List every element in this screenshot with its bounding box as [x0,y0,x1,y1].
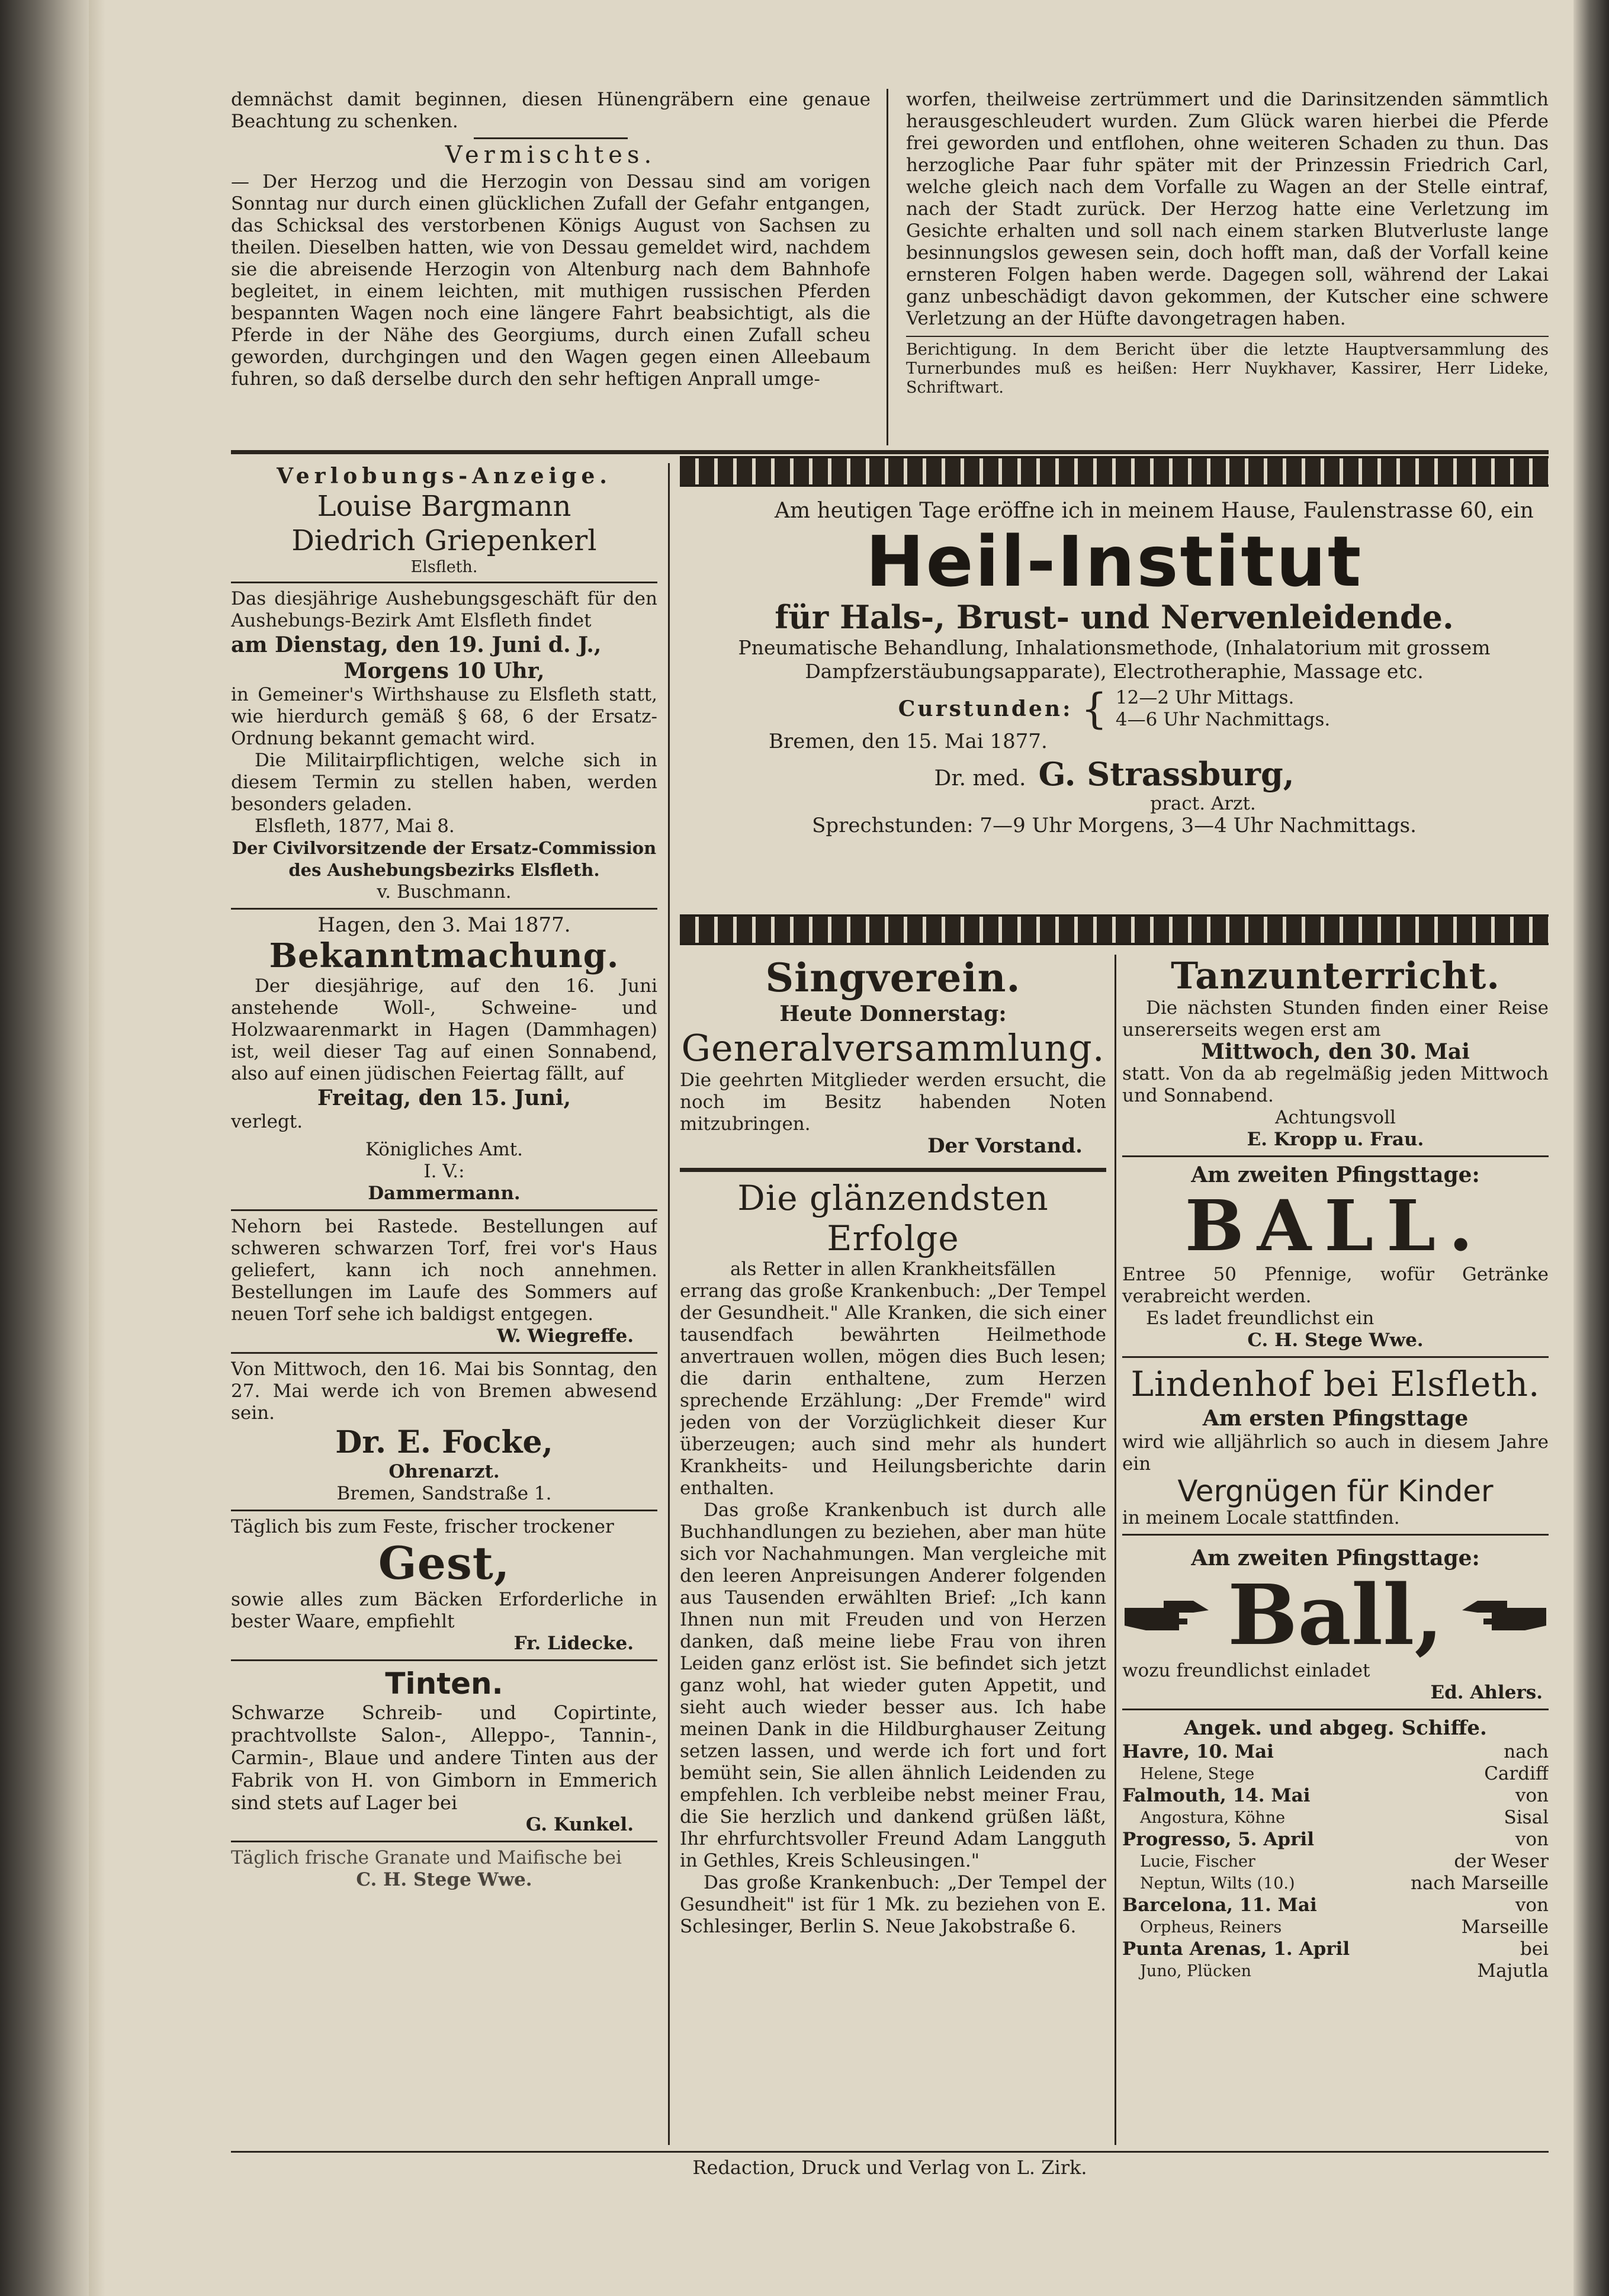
decorative-band-top [680,456,1549,487]
dance-text-2: statt. Von da ab regelmäßig jeden Mittwoch und Sonnabend. [1122,1063,1549,1106]
decorative-band-middle [680,914,1549,945]
heil-cur-1: 12—2 Uhr Mittags. [1115,687,1295,708]
dance-text-1: Die nächsten Stunden finden einer Reise unsererseits wegen erst am [1122,997,1549,1041]
lindenhof-day: Am ersten Pfingsttage [1202,1406,1469,1431]
ship-row [1122,1938,1549,1982]
hagen-market-ad [231,914,657,1205]
erfolge-paragraph-3: Das große Krankenbuch: „Der Tempel der Gesundheit" ist für 1 Mk. zu beziehen von E. Schlesinger, Berlin S. Neue Jakobstraße 6. [680,1872,1106,1937]
heil-subtitle: für Hals-, Brust- und Nervenleidende. [775,598,1454,636]
left-column-divider [668,463,670,2145]
heil-institut-ad [680,456,1549,918]
ship-name: Neptun, Wilts (10.) [1140,1874,1295,1893]
erfolge-ad [680,1178,1106,1938]
hagen-signature: Dammermann. [368,1183,521,1204]
yeast-text-1: Täglich bis zum Feste, frischer trockener [231,1516,614,1537]
recruit-signature-2: des Aushebungsbezirks Elsfleth. [288,860,600,880]
top-section-rule [231,450,1549,454]
ink-signature: G. Kunkel. [525,1814,634,1835]
ship-direction: von [1515,1894,1549,1916]
ship-port: Punta Arenas, 1. April [1122,1938,1350,1960]
ball-ad-2 [1122,1545,1549,1704]
yeast-title: Gest, [378,1537,510,1589]
engagement-ad [231,463,657,577]
ship-name: Juno, Plücken [1140,1962,1252,1980]
ball2-invite: wozu freundlichst einladet [1122,1660,1370,1681]
heil-doctor: G. Strassburg, [1038,755,1295,793]
recruit-date: am Dienstag, den 19. Juni d. J., [231,632,602,657]
right-ads-column [1122,955,1549,2145]
erfolge-paragraph-1: errang das große Krankenbuch: „Der Tempel der Gesundheit." Alle Kranken, die sich einer tausendfach bewährten Heilmethode anvertrauen wollen, mögen dies Buch lesen; die darin enthaltene, zum Herzen sprechende Erzählung: „Der Fremde" wird jeden von der Vorzüglichkeit dieser Kur überzeugen; auch sind mehr als hundert Krankheits- und Heilungsberichte darin enthalten. [680,1280,1106,1499]
hagen-iv: I. V.: [423,1161,465,1182]
heil-cur-label: Curstunden: [898,696,1073,721]
footer [231,2157,1549,2186]
engagement-title: Verlobungs-Anzeige. [277,464,612,489]
top-left-column [231,89,871,438]
ship-destination: Marseille [1461,1916,1549,1938]
recruit-signature-1: Der Civilvorsitzende der Ersatz-Commission [232,838,657,858]
heil-dateline: Bremen, den 15. Mai 1877. [769,730,1048,753]
ship-name: Orpheus, Reiners [1140,1918,1282,1937]
ship-direction: von [1515,1785,1549,1806]
hagen-verlegt: verlegt. [231,1111,303,1132]
ship-direction: nach [1504,1741,1549,1762]
engagement-name-1: Louise Bargmann [317,490,571,523]
granate-ad [231,1847,657,1891]
lindenhof-event: Vergnügen für Kinder [1177,1474,1494,1508]
hagen-text: Der diesjährige, auf den 16. Juni anstehende Woll-, Schweine- und Holzwaarenmarkt in Hagen (Dammhagen) ist, weil dieser Tag auf einen Sonnabend, also auf einen jüdischen Feiertag fällt, auf [231,975,657,1084]
pointing-hand-right-icon [1122,1595,1211,1636]
pointing-hand-left-icon [1460,1595,1549,1636]
ship-name: Angostura, Köhne [1140,1809,1286,1827]
heil-doctor-title: pract. Arzt. [1150,793,1256,814]
recruit-dateline: Elsfleth, 1877, Mai 8. [255,815,455,837]
ship-row [1122,1873,1549,1894]
footer-rule [231,2151,1549,2153]
heil-intro: Am heutigen Tage eröffne ich in meinem Hause, Faulenstrasse 60, ein [775,499,1534,523]
lindenhof-ad [1122,1363,1549,1529]
granate-text: Täglich frische Granate und Maifische bei [231,1847,622,1868]
ball2-title: Ball, [1227,1567,1444,1664]
dance-ad [1122,955,1549,1151]
ship-destination: der Weser [1454,1851,1549,1872]
yeast-signature: Fr. Lidecke. [513,1633,634,1654]
heil-text: Pneumatische Behandlung, Inhalationsmethode, (Inhalatorium mit grossem Dampfzerstäubungsapparate), Electrotheraphie, Massage etc. [738,636,1491,683]
focke-name: Dr. E. Focke, [335,1424,553,1460]
ship-name: Helene, Stege [1140,1765,1255,1783]
yeast-text-2: sowie alles zum Bäcken Erforderliche in bester Waare, empfiehlt [231,1589,657,1632]
lindenhof-text-1: wird wie alljährlich so auch in diesem Jahre ein [1122,1431,1549,1475]
ship-row [1122,1785,1549,1829]
lindenhof-title: Lindenhof bei Elsfleth. [1131,1364,1540,1404]
hagen-amt: Königliches Amt. [365,1139,524,1160]
peat-signature: W. Wiegreffe. [496,1325,634,1347]
footer-imprint: Redaction, Druck und Verlag von L. Zirk. [692,2157,1087,2179]
article-text-right: worfen, theilweise zertrümmert und die Darinsitzenden sämmtlich herausgeschleudert wurden. Zum Glück waren hierbei die Pferde frei geworden und entflohen, ohne weiteren Schaden zu thun. Das herzogliche Paar fuhr später mit der Prinzessin Friedrich Carl, welche gleich nach dem Vorfalle zu Wagen an der Stelle eintraf, nach der Stadt zurück. Der Herzog hatte eine Verletzung im Gesichte erhalten und soll nach einem starken Blutverluste lange besinnungslos gewesen sein, doch hofft man, daß der Vorfall keine ernsteren Folgen haben werde. Dagegen soll, während der Lakai ganz unbeschädigt davon gekommen, der Kutscher eine schwere Verletzung an der Hüfte davongetragen haben. [906,89,1549,329]
section-title: Vermischtes. [445,142,657,169]
ball1-title: BALL. [1184,1184,1486,1267]
focke-ad [231,1359,657,1505]
singverein-text: Die geehrten Mitglieder werden ersucht, die noch im Besitz habenden Noten mitzubringen. [680,1070,1106,1135]
ship-port: Progresso, 5. April [1122,1829,1314,1850]
ball1-day: Am zweiten Pfingsttage: [1191,1163,1480,1187]
ships-list [1122,1715,1549,1982]
ship-direction: von [1515,1829,1549,1850]
heil-title: Heil-Institut [865,521,1363,602]
recruit-text-1: Das diesjährige Aushebungsgeschäft für den Aushebungs-Bezirk Amt Elsfleth findet [231,588,657,631]
ball2-day: Am zweiten Pfingsttage: [1191,1546,1480,1571]
dance-greeting: Achtungsvoll [1275,1107,1396,1128]
erfolge-title: Die glänzendsten Erfolge [737,1178,1049,1258]
heil-cur-2: 4—6 Uhr Nachmittags. [1115,709,1331,730]
ship-port: Falmouth, 14. Mai [1122,1785,1311,1806]
ship-port: Barcelona, 11. Mai [1122,1894,1317,1916]
scan-background-right [1573,0,1609,2296]
hagen-title: Bekanntmachung. [269,936,619,975]
recruit-time: Morgens 10 Uhr, [343,659,545,683]
hagen-dateline: Hagen, den 3. Mai 1877. [317,913,571,937]
recruit-signature-3: v. Buschmann. [377,881,512,903]
singverein-event: Generalversammlung. [681,1026,1105,1070]
article-text-left: — Der Herzog und die Herzogin von Dessau sind am vorigen Sonntag nur durch einen glücklichen Zufall der Gefahr entgangen, das Schicksal des verstorbenen Königs August von Sachsen zu theilen. Dieselben hatten, wie von Dessau gemeldet wird, nachdem sie die abreisende Herzogin von Altenburg nach dem Bahnhofe begleitet, in einem leichten, mit muthigen russischen Pferden bespannten Wagen noch eine längere Fahrt beabsichtigt, als die Pferde in der Nähe des Georgiums, durch einen Zufall scheu geworden, durchgingen und den Wagen gegen einen Alleebaum fuhren, so daß derselbe durch den sehr heftigen Anprall umge- [231,171,871,390]
dance-title: Tanzunterricht. [1171,955,1500,997]
singverein-signature: Der Vorstand. [927,1134,1083,1158]
engagement-name-2: Diedrich Griepenkerl [291,524,597,557]
recruit-text-2: in Gemeiner's Wirthshause zu Elsfleth statt, wie hierdurch gemäß § 68, 6 der Ersatz-Ordnung bekannt gemacht wird. [231,684,657,749]
right-column-divider [1115,955,1116,2145]
singverein-title: Singverein. [765,955,1021,1001]
ship-row [1122,1741,1549,1785]
heil-doctor-prefix: Dr. med. [934,766,1026,791]
page-edge-shadow [89,0,105,2296]
top-column-divider [887,89,888,445]
dance-signature: E. Kropp u. Frau. [1247,1129,1424,1150]
erfolge-paragraph-2: Das große Krankenbuch ist durch alle Buchhandlungen zu beziehen, aber man hüte sich vor Nachahmungen. Man vergleiche mit den leeren Anpreisungen Anderer folgenden aus Tausenden erwählten Brief: „Ich kann Ihnen nun mit Freuden und von Herzen danken, daß meine liebe Frau von ihren Leiden ganz erlöst ist. Sie befindet sich jetzt ganz wohl, hat wieder guten Appetit, und sieht auch wieder besser aus. Ich habe meinen Dank in die Hildburghauser Zeitung setzen lassen, und werde ich fort und fort bemüht sein, Sie allen ähnlich Leidenden zu empfehlen. Ich verbleibe nebst meiner Frau, die Sie herzlich und dankend grüßen läßt, Ihr ehrfurchtsvoller Freund Adam Langguth in Gethles, Kreis Schleusingen." [680,1499,1106,1871]
yeast-ad [231,1516,657,1655]
ball2-signature: Ed. Ahlers. [1430,1682,1543,1703]
ink-text: Schwarze Schreib- und Copirtinte, prachtvollste Salon-, Alleppo-, Tannin-, Carmin-, Blaue und andere Tinten aus der Fabrik von H. von Gimborn in Emmerich sind stets auf Lager bei [231,1701,657,1814]
singverein-day: Heute Donnerstag: [779,1001,1007,1026]
ink-ad [231,1666,657,1836]
ships-title: Angek. und abgeg. Schiffe. [1184,1716,1487,1740]
ship-name: Lucie, Fischer [1140,1852,1255,1871]
hagen-date: Freitag, den 15. Juni, [317,1086,571,1110]
ship-destination: Sisal [1504,1807,1549,1828]
left-ads-column [231,463,657,2139]
ship-row [1122,1894,1549,1938]
peat-ad [231,1216,657,1347]
focke-title: Ohrenarzt. [388,1461,500,1482]
ball1-signature: C. H. Stege Wwe. [1247,1330,1424,1351]
ship-destination: nach Marseille [1410,1873,1549,1894]
middle-ads-column [680,955,1106,2145]
ship-row [1122,1829,1549,1873]
singverein-ad [680,955,1106,1157]
erfolge-subtitle: als Retter in allen Krankheitsfällen [730,1258,1056,1280]
heil-hours: Sprechstunden: 7—9 Uhr Morgens, 3—4 Uhr Nachmittags. [812,814,1417,837]
ink-title: Tinten. [385,1666,503,1701]
recruit-text-3: Die Militairpflichtigen, welche sich in diesem Termin zu stellen haben, werden besonders geladen. [231,750,657,815]
ball1-text: Entree 50 Pfennige, wofür Getränke verabreicht werden. [1122,1264,1549,1307]
peat-text: Nehorn bei Rastede. Bestellungen auf schweren schwarzen Torf, frei vor's Haus geliefert, kann ich noch annehmen. Bestellungen im Laufe des Sommers auf neuen Torf sehe ich baldigst entgegen. [231,1216,657,1325]
focke-address: Bremen, Sandstraße 1. [336,1483,552,1504]
intro-text: demnächst damit beginnen, diesen Hünengräbern eine genaue Beachtung zu schenken. [231,89,871,132]
focke-text: Von Mittwoch, den 16. Mai bis Sonntag, den 27. Mai werde ich von Bremen abwesend sein. [231,1359,657,1424]
ball-ad-1 [1122,1162,1549,1351]
ball1-invite: Es ladet freundlichst ein [1146,1308,1374,1329]
correction-note: Berichtigung. In dem Bericht über die letzte Hauptversammlung des Turnerbundes muß es heißen: Herr Nuykhaver, Kassirer, Herr Lideke, Schriftwart. [906,341,1549,397]
lindenhof-text-2: in meinem Locale stattfinden. [1122,1507,1400,1528]
top-right-column [906,89,1549,426]
ship-destination: Majutla [1477,1960,1549,1982]
decorative-band-middle-wrap [680,914,1549,950]
ship-direction: bei [1520,1938,1549,1960]
brace-icon: { [1081,685,1107,733]
dance-date: Mittwoch, den 30. Mai [1201,1039,1470,1064]
granate-signature: C. H. Stege Wwe. [356,1869,532,1890]
recruitment-ad [231,588,657,903]
ship-port: Havre, 10. Mai [1122,1741,1274,1762]
ship-destination: Cardiff [1484,1763,1549,1784]
engagement-place: Elsfleth. [410,558,478,576]
scan-background-left [0,0,89,2296]
